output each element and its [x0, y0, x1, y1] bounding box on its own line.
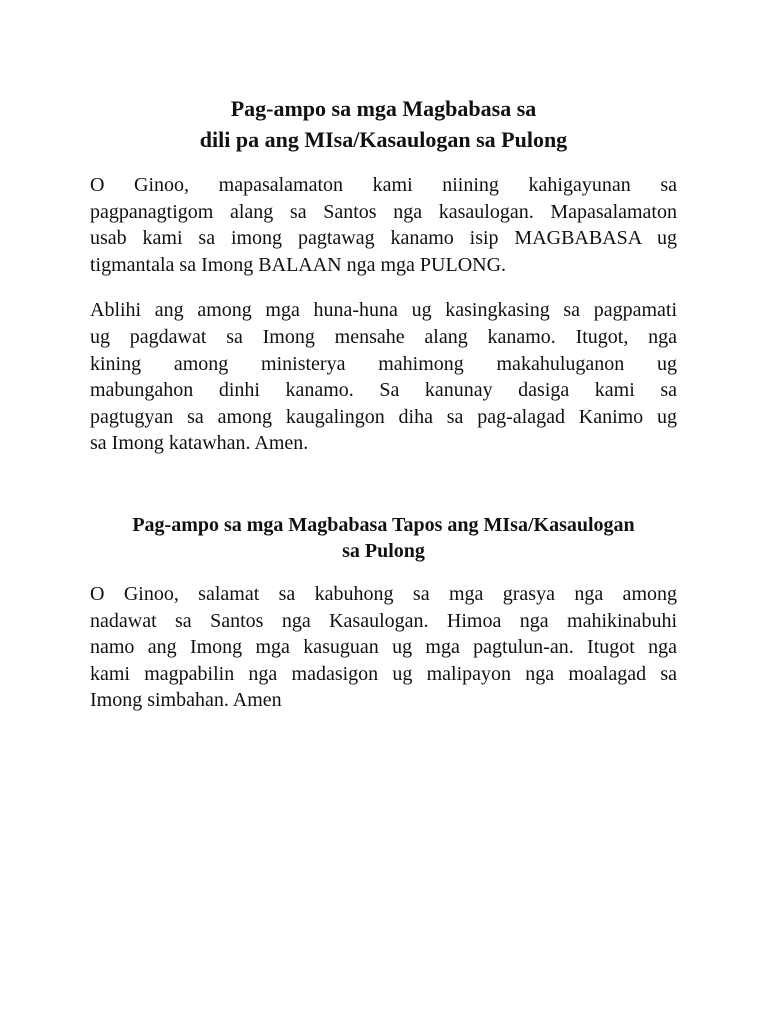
section2-title [90, 512, 677, 564]
section2-title-line1: Pag-ampo sa mga Magbabasa Tapos ang MIsa/Kasaulogan [132, 513, 635, 536]
text-line: Imong simbahan. Amen [90, 689, 282, 712]
text-line: O Ginoo, salamat sa kabuhong sa mga grasya nga among [90, 582, 677, 605]
section2-title-line2: sa Pulong [342, 539, 425, 562]
section2-paragraph1 [90, 581, 677, 714]
text-line: ug pagdawat sa Imong mensahe alang kanamo. Itugot, nga [90, 325, 677, 348]
text-line: tigmantala sa Imong BALAAN nga mga PULONG. [90, 253, 507, 276]
text-line: kami magpabilin nga madasigon ug malipayon nga moalagad sa [90, 662, 677, 685]
document-page [90, 93, 677, 714]
text-line: mabungahon dinhi kanamo. Sa kanunay dasiga kami sa [90, 379, 677, 402]
text-line: pagtugyan sa among kaugalingon diha sa pag-alagad Kanimo ug [90, 405, 677, 428]
text-line: O Ginoo, mapasalamaton kami niining kahigayunan sa [90, 174, 677, 196]
section1-title [90, 93, 677, 155]
section1-title-line2: dili pa ang MIsa/Kasaulogan sa Pulong [199, 127, 568, 152]
text-line: Ablihi ang among mga huna-huna ug kasingkasing sa pagpamati [90, 299, 677, 322]
text-line: pagpanagtigom alang sa Santos nga kasaulogan. Mapasalamaton [90, 200, 677, 223]
section1-title-line1: Pag-ampo sa mga Magbabasa sa [230, 96, 537, 121]
text-line: sa Imong katawhan. Amen. [90, 432, 309, 455]
text-line: usab kami sa imong pagtawag kanamo isip MAGBABASA ug [90, 227, 677, 250]
section1-paragraph2 [90, 297, 677, 457]
text-line: namo ang Imong mga kasuguan ug mga pagtulun-an. Itugot nga [90, 636, 677, 659]
text-line: kining among ministerya mahimong makahuluganon ug [90, 352, 677, 375]
section1-paragraph1 [90, 172, 677, 278]
text-line: nadawat sa Santos nga Kasaulogan. Himoa nga mahikinabuhi [90, 609, 677, 632]
